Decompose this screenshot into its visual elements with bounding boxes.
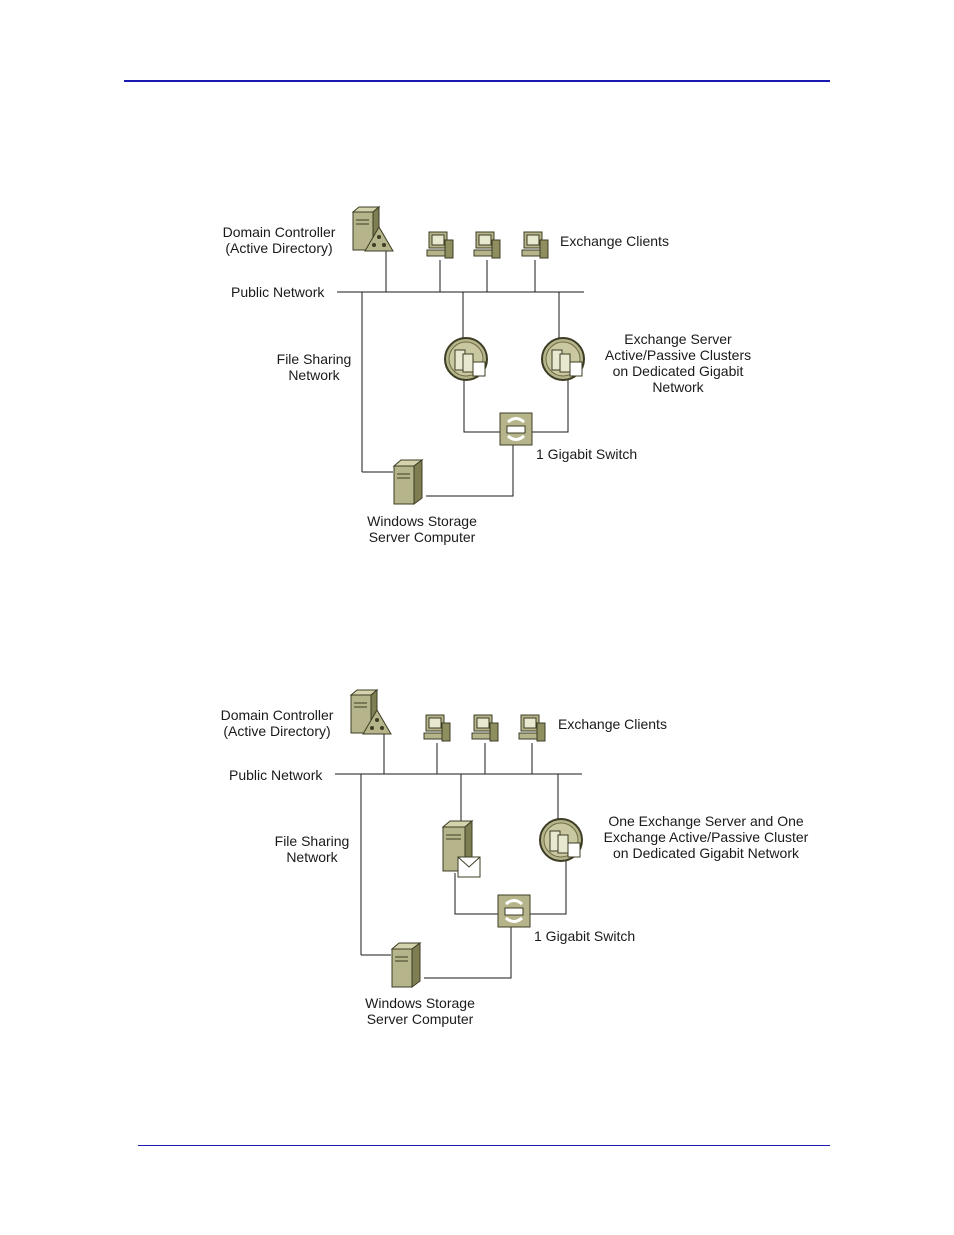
public-network-label: Public Network: [231, 284, 325, 300]
label-line: (Active Directory): [223, 723, 331, 739]
label-line: on Dedicated Gigabit Network: [613, 845, 799, 861]
file-sharing-label: [266, 351, 362, 383]
cluster-1-switch-link: [464, 380, 500, 432]
label-line: Server Computer: [368, 529, 476, 545]
diagram-2: [0, 683, 954, 1083]
footer-rule: [138, 1145, 830, 1146]
cluster-switch-link: [530, 861, 566, 914]
switch-label: 1 Gigabit Switch: [536, 446, 638, 462]
label-line: File Sharing: [276, 351, 352, 367]
switch-storage-link: [424, 926, 511, 978]
client-computer-icon: [520, 230, 550, 262]
label-line: on Dedicated Gigabit: [612, 363, 744, 379]
header-rule: [124, 80, 830, 82]
switch-icon: [497, 894, 531, 928]
label-line: Windows Storage: [365, 995, 475, 1011]
storage-label: [356, 995, 484, 1027]
label-line: (Active Directory): [225, 240, 333, 256]
public-network-label: Public Network: [229, 767, 323, 783]
client-computer-icon: [470, 713, 500, 745]
exchange-clients-label: Exchange Clients: [558, 716, 667, 732]
label-line: Network: [286, 849, 338, 865]
storage-server-icon: [389, 941, 425, 989]
file-sharing-label: [264, 833, 360, 865]
cluster-icon: [443, 336, 491, 382]
label-line: Domain Controller: [220, 707, 334, 723]
label-line: Network: [288, 367, 340, 383]
domain-controller-label: [212, 224, 346, 256]
storage-server-icon: [391, 458, 427, 506]
exchange-server-label: [592, 331, 764, 395]
client-computer-icon: [422, 713, 452, 745]
directory-triangle-icon: [364, 226, 394, 252]
label-line: Exchange Active/Passive Cluster: [603, 829, 809, 845]
label-line: Exchange Server: [624, 331, 732, 347]
label-line: Windows Storage: [367, 513, 477, 529]
label-line: Active/Passive Clusters: [604, 347, 752, 363]
switch-storage-link: [426, 444, 513, 496]
domain-controller-label: [210, 707, 344, 739]
label-line: Network: [652, 379, 704, 395]
client-computer-icon: [472, 230, 502, 262]
label-line: Domain Controller: [222, 224, 336, 240]
directory-triangle-icon: [362, 709, 392, 735]
switch-label: 1 Gigabit Switch: [534, 928, 636, 944]
label-line: File Sharing: [274, 833, 350, 849]
client-computer-icon: [425, 230, 455, 262]
label-line: Server Computer: [366, 1011, 474, 1027]
exchange-server-icon: [440, 819, 484, 881]
diagram-1: [0, 200, 954, 600]
cluster-2-switch-link: [532, 380, 568, 432]
label-line: One Exchange Server and One: [608, 813, 804, 829]
switch-icon: [499, 412, 533, 446]
exchange-server-label: [592, 813, 820, 861]
cluster-icon: [538, 817, 586, 863]
storage-label: [358, 513, 486, 545]
exchange-clients-label: Exchange Clients: [560, 233, 669, 249]
client-computer-icon: [517, 713, 547, 745]
cluster-icon: [540, 336, 588, 382]
